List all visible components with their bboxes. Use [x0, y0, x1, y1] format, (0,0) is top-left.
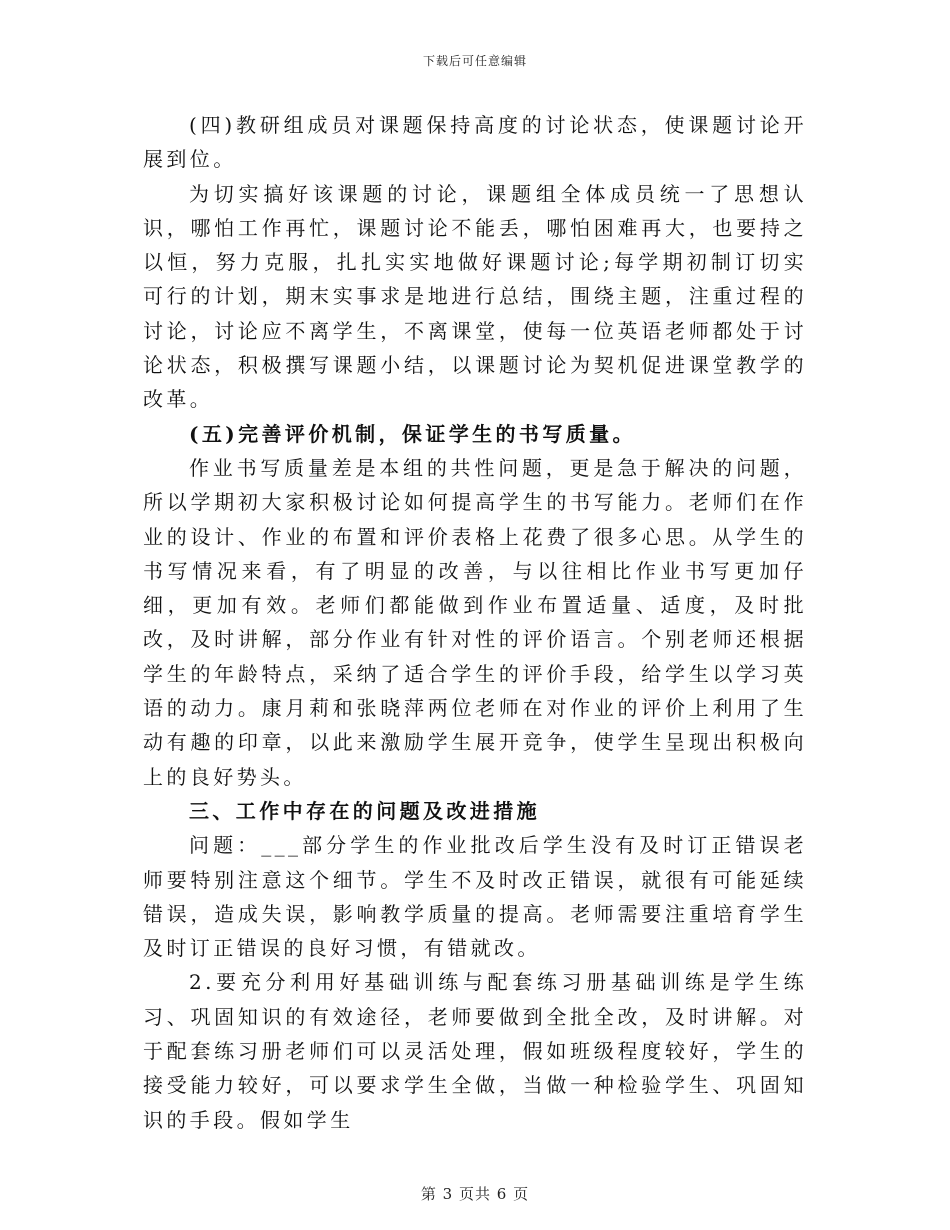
- paragraph-problem: 问题：___部分学生的作业批改后学生没有及时订正错误老师要特别注意这个细节。学生不及时改正错误，就很有可能延续错误，造成失误，影响教学质量的提高。老师需要注重培育学生及时订正错误的良好习惯，有错就改。: [143, 833, 807, 961]
- paragraph-section-3-heading: 三、工作中存在的问题及改进措施: [189, 798, 540, 823]
- paragraph-section-5-heading: (五)完善评价机制，保证学生的书写质量。: [189, 421, 636, 446]
- paragraph-section-4-heading: (四)教研组成员对课题保持高度的讨论状态，使课题讨论开展到位。: [143, 113, 807, 172]
- document-body: [143, 108, 807, 1137]
- page-header: 下载后可任意编辑: [422, 54, 527, 68]
- page-footer: 第 3 页共 6 页: [420, 1185, 530, 1203]
- paragraph-item-2: 2.要充分利用好基础训练与配套练习册基础训练是学生练习、巩固知识的有效途径，老师要做到全批全改，及时讲解。对于配套练习册老师们可以灵活处理，假如班级程度较好，学生的接受能力较好，可以要求学生全做，当做一种检验学生、巩固知识的手段。假如学生: [143, 970, 807, 1132]
- paragraph-research-discussion: 为切实搞好该课题的讨论，课题组全体成员统一了思想认识，哪怕工作再忙，课题讨论不能丢，哪怕困难再大，也要持之以恒，努力克服，扎扎实实地做好课题讨论;每学期初制订切实可行的计划，期末实事求是地进行总结，围绕主题，注重过程的讨论，讨论应不离学生，不离课堂，使每一位英语老师都处于讨论状态，积极撰写课题小结，以课题讨论为契机促进课堂教学的改革。: [143, 181, 807, 412]
- paragraph-writing-quality: 作业书写质量差是本组的共性问题，更是急于解决的问题，所以学期初大家积极讨论如何提高学生的书写能力。老师们在作业的设计、作业的布置和评价表格上花费了很多心思。从学生的书写情况来看，有了明显的改善，与以往相比作业书写更加仔细，更加有效。老师们都能做到作业布置适量、适度，及时批改，及时讲解，部分作业有针对性的评价语言。个别老师还根据学生的年龄特点，采纳了适合学生的评价手段，给学生以学习英语的动力。康月莉和张晓萍两位老师在对作业的评价上利用了生动有趣的印章，以此来激励学生展开竞争，使学生呈现出积极向上的良好势头。: [143, 455, 807, 789]
